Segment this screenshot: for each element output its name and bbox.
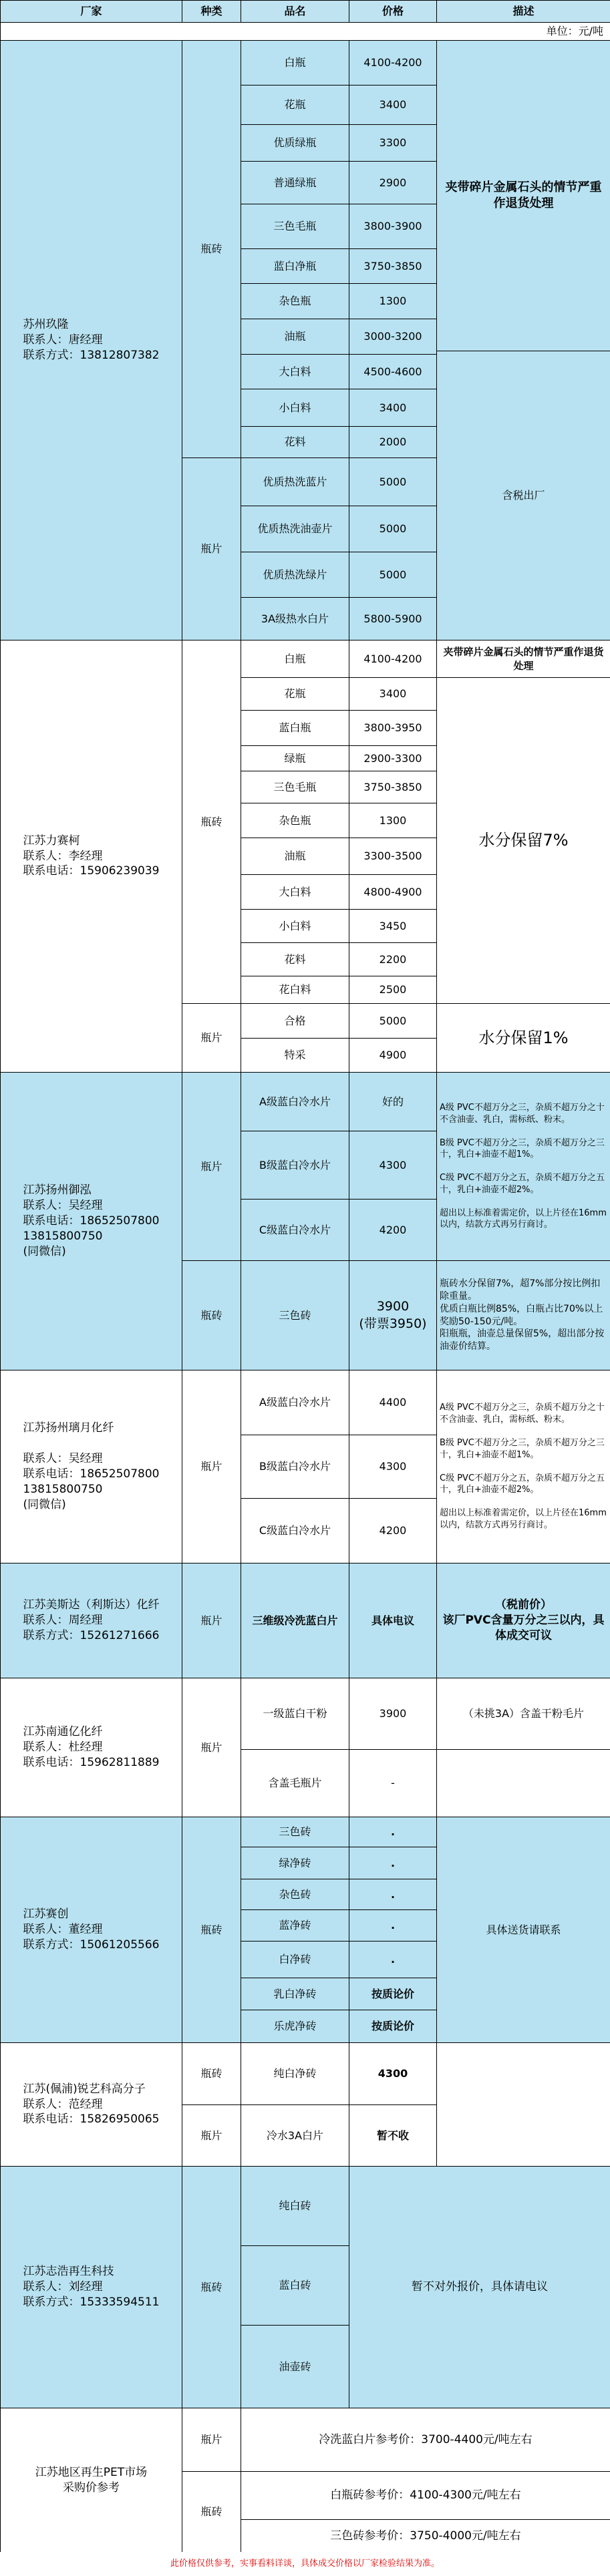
- factory-info: 江苏赛创 联系人：董经理 联系方式：15061205566: [0, 1817, 182, 2043]
- product-name: 优质热洗绿片: [241, 552, 349, 598]
- product-name: 绿净砖: [241, 1847, 349, 1879]
- product-price: 3800-3950: [349, 710, 437, 746]
- product-price: 4300: [349, 2042, 437, 2105]
- product-price: 按质论价: [349, 2010, 437, 2043]
- product-price: 4100-4200: [349, 40, 437, 85]
- product-name: 花料: [241, 942, 349, 976]
- product-description: （未挑3A）含盖干粉毛片: [436, 1678, 610, 1750]
- product-price: 3400: [349, 389, 437, 427]
- product-name: 花料: [241, 426, 349, 458]
- product-price: 4400: [349, 1370, 437, 1435]
- product-name: 花瓶: [241, 677, 349, 711]
- product-price: 具体电议: [349, 1563, 437, 1678]
- product-description: [436, 1749, 610, 1817]
- product-name: 优质热洗蓝片: [241, 457, 349, 506]
- product-price: 2900: [349, 161, 437, 204]
- product-price: 3900 (带票3950): [349, 1260, 437, 1370]
- product-price: 4800-4900: [349, 874, 437, 910]
- category-label: 瓶片: [182, 457, 241, 640]
- product-description: 水分保留7%: [436, 677, 610, 1004]
- product-name: B级蓝白冷水片: [241, 1435, 349, 1499]
- product-description: 瓶砖水分保留7%，超7%部分按比例扣除重量。 优质白瓶比例85%，白瓶占比70%以上奖励50-150元/吨。 阳瓶瓶，油壶总量保留5%，超出部分按油壶价结算。: [436, 1260, 610, 1370]
- factory-info: 江苏扬州璃月化纤 联系人：吴经理 联系电话：18652507800 13815800750 (同微信): [0, 1370, 182, 1563]
- product-name: B级蓝白冷水片: [241, 1131, 349, 1200]
- product-name: 乳白净砖: [241, 1978, 349, 2010]
- product-price: 按质论价: [349, 1978, 437, 2010]
- product-name: 蓝白砖: [241, 2245, 349, 2326]
- category-label: 瓶砖: [182, 2471, 241, 2553]
- product-price: 5000: [349, 552, 437, 598]
- product-price: 5000: [349, 506, 437, 552]
- product-name: 小白料: [241, 389, 349, 427]
- product-price: 3300: [349, 124, 437, 162]
- product-name: 纯白净砖: [241, 2042, 349, 2105]
- product-name: A级蓝白冷水片: [241, 1072, 349, 1131]
- header-category: 种类: [182, 0, 241, 23]
- header-price: 价格: [349, 0, 437, 23]
- product-price: 暂不收: [349, 2104, 437, 2167]
- product-price: 3900: [349, 1678, 437, 1750]
- category-label: 瓶片: [182, 1678, 241, 1817]
- product-name: 小白料: [241, 909, 349, 943]
- product-price: 5000: [349, 457, 437, 506]
- product-price: 好的: [349, 1072, 437, 1131]
- product-name: 花白料: [241, 976, 349, 1004]
- product-name: 一级蓝白干粉: [241, 1678, 349, 1750]
- product-price: -: [349, 1749, 437, 1817]
- product-description: 具体送货请联系: [436, 1817, 610, 2043]
- product-name: 蓝白净瓶: [241, 248, 349, 284]
- category-label: 瓶砖: [182, 2042, 241, 2105]
- product-price: .: [349, 1879, 437, 1910]
- category-label: 瓶砖: [182, 1260, 241, 1370]
- category-label: 瓶片: [182, 2104, 241, 2167]
- product-price: 5000: [349, 1003, 437, 1039]
- product-name: 乐虎净砖: [241, 2010, 349, 2043]
- product-price: 4100-4200: [349, 640, 437, 678]
- product-description: [436, 2042, 610, 2167]
- product-price: 1300: [349, 283, 437, 319]
- unit-label: 单位：元/吨: [0, 22, 610, 41]
- factory-info: 江苏美斯达（利斯达）化纤 联系人：周经理 联系方式：15261271666: [0, 1563, 182, 1678]
- product-price: 4900: [349, 1038, 437, 1073]
- product-name: 蓝白瓶: [241, 710, 349, 746]
- factory-info: 江苏(佩浦)锐艺科高分子 联系人：范经理 联系电话：15826950065: [0, 2042, 182, 2167]
- product-price: 2000: [349, 426, 437, 458]
- product-description: 夹带碎片金属石头的情节严重作退货处理: [436, 40, 610, 351]
- product-price: 3750-3850: [349, 771, 437, 803]
- product-name: 三色毛瓶: [241, 771, 349, 803]
- category-label: 瓶砖: [182, 40, 241, 458]
- category-label: 瓶片: [182, 1072, 241, 1261]
- factory-info: 江苏志浩再生科技 联系人：刘经理 联系方式：15333594511: [0, 2166, 182, 2408]
- product-name: 花瓶: [241, 85, 349, 125]
- product-name: 优质绿瓶: [241, 124, 349, 162]
- product-price: 5800-5900: [349, 597, 437, 640]
- product-description: 水分保留1%: [436, 1003, 610, 1073]
- product-name: 冷水3A白片: [241, 2104, 349, 2167]
- reference-price: 冷洗蓝白片参考价：3700-4400元/吨左右: [241, 2408, 610, 2472]
- product-price: .: [349, 1941, 437, 1978]
- product-name: 合格: [241, 1003, 349, 1039]
- product-price: 2500: [349, 976, 437, 1004]
- header-product: 品名: [241, 0, 349, 23]
- product-description: 含税出厂: [436, 351, 610, 640]
- product-description: A级 PVC不超万分之三，杂质不超万分之十不含油壶、乳白，需标纸、粉末。 B级 PVC不超万分之三，杂质不超万分之三十，乳白+油壶不超1%。 C级 PVC不超万分之五，杂质不超万分之五十，乳白+油壶不超2%。 超出以上标准着需定价，以上片径在16mm以内，结款方式再另行商讨。: [436, 1072, 610, 1261]
- product-price: .: [349, 1847, 437, 1879]
- product-price: 4200: [349, 1498, 437, 1563]
- product-name: 白瓶: [241, 40, 349, 85]
- factory-info: 江苏力赛柯 联系人：李经理 联系电话：15906239039: [0, 640, 182, 1073]
- product-price: 4300: [349, 1131, 437, 1200]
- category-label: 瓶砖: [182, 2166, 241, 2408]
- factory-info: 江苏扬州御泓 联系人：吴经理 联系电话：18652507800 13815800750 (同微信): [0, 1072, 182, 1370]
- category-label: 瓶片: [182, 1563, 241, 1678]
- product-name: 优质热洗油壶片: [241, 506, 349, 552]
- product-price: .: [349, 1909, 437, 1942]
- product-price: 4500-4600: [349, 354, 437, 389]
- product-name: 3A级热水白片: [241, 597, 349, 640]
- reference-price: 三色砖参考价：3750-4000元/吨左右: [241, 2519, 610, 2553]
- product-name: 杂色砖: [241, 1879, 349, 1910]
- product-name: 杂色瓶: [241, 283, 349, 319]
- product-name: 大白料: [241, 354, 349, 389]
- product-price: 3750-3850: [349, 248, 437, 284]
- product-description: 暂不对外报价，具体请电议: [349, 2166, 610, 2408]
- product-name: 杂色瓶: [241, 803, 349, 838]
- product-name: 蓝净砖: [241, 1909, 349, 1942]
- product-name: 白净砖: [241, 1941, 349, 1978]
- product-name: 三色砖: [241, 1260, 349, 1370]
- product-name: 三色毛瓶: [241, 204, 349, 249]
- product-name: 三维级冷洗蓝白片: [241, 1563, 349, 1678]
- product-name: 绿瓶: [241, 745, 349, 771]
- product-description: （税前价） 该厂PVC含量万分之三以内，具体成交可议: [436, 1563, 610, 1678]
- product-price: 2900-3300: [349, 745, 437, 771]
- category-label: 瓶片: [182, 1370, 241, 1563]
- reference-price: 白瓶砖参考价：4100-4300元/吨左右: [241, 2471, 610, 2520]
- factory-info: 江苏地区再生PET市场 采购价参考: [0, 2408, 182, 2553]
- product-name: 白瓶: [241, 640, 349, 678]
- header-factory: 厂家: [0, 0, 182, 23]
- product-price: 1300: [349, 803, 437, 838]
- product-price: 3000-3200: [349, 319, 437, 355]
- product-price: 4300: [349, 1435, 437, 1499]
- product-name: 纯白砖: [241, 2166, 349, 2246]
- footer-note: 此价格仅供参考，实事看料详谈，具体成交价格以厂家检验结果为准。: [0, 2552, 610, 2576]
- category-label: 瓶片: [182, 2408, 241, 2472]
- product-description: A级 PVC不超万分之三，杂质不超万分之十不含油壶、乳白，需标纸、粉末。 B级 PVC不超万分之三，杂质不超万分之三十，乳白+油壶不超1%。 C级 PVC不超万分之五，杂质不超万分之五十，乳白+油壶不超2%。 超出以上标准着需定价，以上片径在16mm以内，结款方式再另行商讨。: [436, 1370, 610, 1563]
- product-name: 油瓶: [241, 838, 349, 875]
- product-name: 特采: [241, 1038, 349, 1073]
- product-price: 3800-3900: [349, 204, 437, 249]
- product-name: A级蓝白冷水片: [241, 1370, 349, 1435]
- product-name: 油瓶: [241, 319, 349, 355]
- product-name: 油壶砖: [241, 2325, 349, 2408]
- product-price: 4200: [349, 1199, 437, 1261]
- product-name: 大白料: [241, 874, 349, 910]
- category-label: 瓶片: [182, 1003, 241, 1073]
- product-name: 普通绿瓶: [241, 161, 349, 204]
- product-description: 夹带碎片金属石头的情节严重作退货处理: [436, 640, 610, 678]
- product-name: C级蓝白冷水片: [241, 1199, 349, 1261]
- category-label: 瓶砖: [182, 640, 241, 1004]
- category-label: 瓶砖: [182, 1817, 241, 2043]
- product-price: 3300-3500: [349, 838, 437, 875]
- factory-info: 江苏南通亿化纤 联系人：杜经理 联系电话：15962811889: [0, 1678, 182, 1817]
- product-name: C级蓝白冷水片: [241, 1498, 349, 1563]
- product-price: 3400: [349, 677, 437, 711]
- product-price: 2200: [349, 942, 437, 976]
- product-name: 三色砖: [241, 1817, 349, 1847]
- product-price: 3400: [349, 85, 437, 125]
- product-name: 含盖毛瓶片: [241, 1749, 349, 1817]
- factory-info: 苏州玖隆 联系人：唐经理 联系方式：13812807382: [0, 40, 182, 640]
- product-price: 3450: [349, 909, 437, 943]
- header-description: 描述: [436, 0, 610, 23]
- product-price: .: [349, 1817, 437, 1847]
